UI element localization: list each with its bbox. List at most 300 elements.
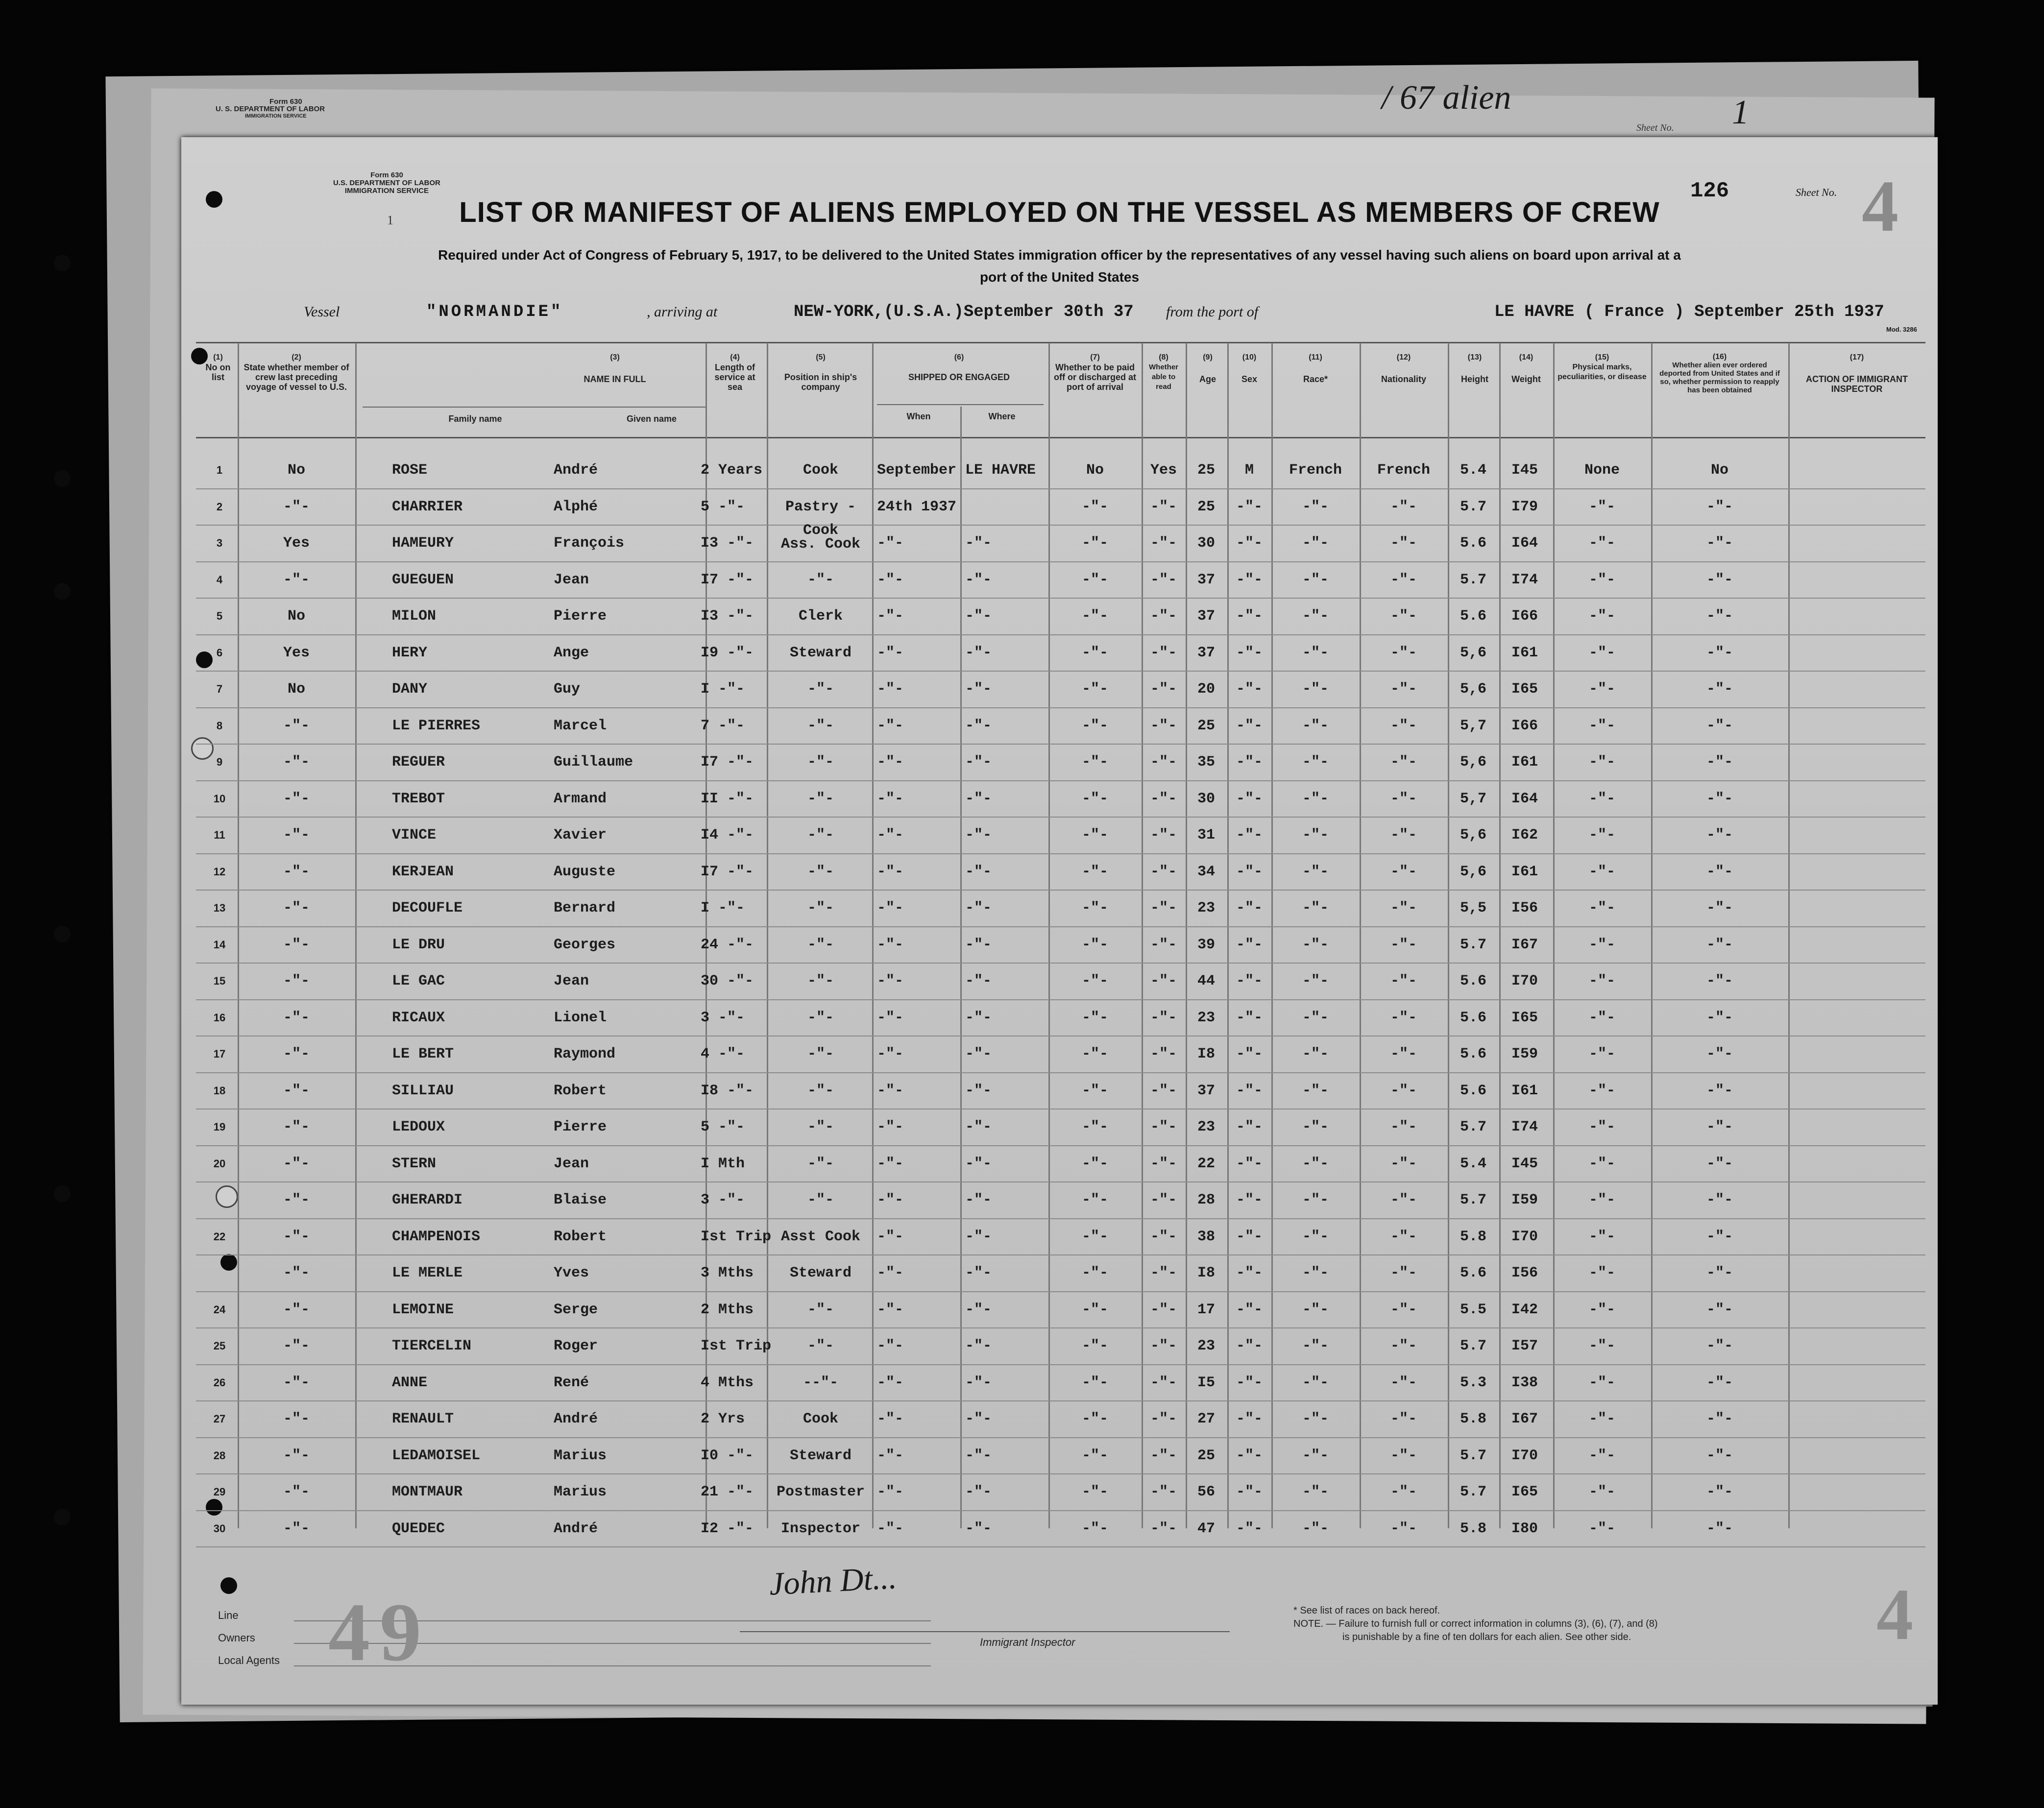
cell-no: 7 <box>216 683 223 695</box>
col-divider <box>872 343 874 1528</box>
cell-read: -"- <box>1150 1119 1177 1135</box>
row-rule <box>196 999 1925 1000</box>
owners-label: Owners <box>218 1632 255 1644</box>
cell-family: KERJEAN <box>392 863 454 880</box>
cell-prev: No <box>287 462 306 479</box>
cell-sex: -"- <box>1236 1046 1263 1062</box>
cell-family: STERN <box>392 1155 437 1172</box>
col-header-action: (17) ACTION OF IMMIGRANT INSPECTOR <box>1806 353 1908 394</box>
cell-race: -"- <box>1302 1374 1329 1391</box>
cell-read: -"- <box>1150 644 1177 661</box>
cell-nat: -"- <box>1390 1119 1417 1135</box>
note-penalty: NOTE. — Failure to furnish full or correct information in columns (3), (6), (7), and (8) <box>1293 1618 1658 1629</box>
cell-no: 24 <box>213 1303 226 1316</box>
cell-deported: -"- <box>1706 1265 1733 1281</box>
inspector-label: Immigrant Inspector <box>980 1636 1075 1648</box>
cell-position: -"- <box>807 754 834 771</box>
cell-no: 6 <box>216 646 223 659</box>
cell-weight: I59 <box>1511 1046 1538 1062</box>
cell-where: -"- <box>965 790 992 807</box>
cell-length: 24 -"- <box>701 936 754 953</box>
cell-no: 14 <box>213 938 226 951</box>
cell-read: -"- <box>1150 1411 1177 1427</box>
cell-no: 28 <box>213 1449 226 1462</box>
mod-number: Mod. 3286 <box>1886 326 1917 333</box>
cell-paid: -"- <box>1081 1265 1109 1281</box>
cell-sex: -"- <box>1236 1009 1263 1026</box>
cell-where: -"- <box>965 608 992 625</box>
cell-given: René <box>554 1374 589 1391</box>
cell-nat: -"- <box>1390 1484 1417 1500</box>
cell-weight: I79 <box>1511 498 1538 515</box>
cell-nat: -"- <box>1390 1192 1417 1208</box>
cell-race: -"- <box>1302 754 1329 771</box>
cell-length: 2 Years <box>701 462 763 479</box>
cell-weight: I42 <box>1511 1301 1538 1318</box>
cell-where: -"- <box>965 1228 992 1245</box>
cell-given: Marius <box>554 1447 607 1464</box>
cell-paid: -"- <box>1081 863 1109 880</box>
cell-position: Cook <box>803 462 839 479</box>
cell-age: 37 <box>1197 608 1216 625</box>
cell-paid: -"- <box>1081 936 1109 953</box>
cell-prev: -"- <box>283 717 310 734</box>
cell-family: LEDAMOISEL <box>392 1447 481 1464</box>
cell-race: -"- <box>1302 1009 1329 1026</box>
cell-paid: -"- <box>1081 1301 1109 1318</box>
cell-height: 5.6 <box>1460 535 1487 552</box>
cell-prev: -"- <box>283 1046 310 1062</box>
cell-paid: -"- <box>1081 717 1109 734</box>
cell-nat: -"- <box>1390 1411 1417 1427</box>
footer-labels <box>218 1604 280 1672</box>
cell-prev: -"- <box>283 1374 310 1391</box>
row-rule <box>196 1072 1925 1073</box>
cell-nat: -"- <box>1390 1228 1417 1245</box>
cell-read: -"- <box>1150 1009 1177 1026</box>
cell-weight: I64 <box>1511 535 1538 552</box>
cell-deported: -"- <box>1706 608 1733 625</box>
cell-where: -"- <box>965 1046 992 1062</box>
cell-weight: I67 <box>1511 936 1538 953</box>
col-subheader-given: Given name <box>626 414 677 424</box>
cell-deported: -"- <box>1706 1228 1733 1245</box>
cell-sex: -"- <box>1236 1411 1263 1427</box>
cell-given: Serge <box>554 1301 598 1318</box>
cell-race: -"- <box>1302 790 1329 807</box>
cell-length: 2 Mths <box>701 1301 754 1318</box>
cell-family: GUEGUEN <box>392 571 454 588</box>
cell-weight: I66 <box>1511 608 1538 625</box>
cell-weight: I70 <box>1511 973 1538 989</box>
cell-prev: -"- <box>283 754 310 771</box>
cell-paid: No <box>1086 462 1104 479</box>
right-mark: 4 <box>1876 1574 1913 1655</box>
row-rule <box>196 1181 1925 1182</box>
cell-where: -"- <box>965 1301 992 1318</box>
cell-read: -"- <box>1150 1082 1177 1099</box>
cell-race: -"- <box>1302 973 1329 989</box>
cell-length: I -"- <box>701 681 745 698</box>
cell-given: Guy <box>554 681 581 698</box>
cell-when: 24th 1937 <box>877 498 957 515</box>
cell-deported: -"- <box>1706 1338 1733 1354</box>
cell-nat: -"- <box>1390 571 1417 588</box>
cell-length: I7 -"- <box>701 754 754 771</box>
cell-height: 5.5 <box>1460 1301 1487 1318</box>
cell-family: CHARRIER <box>392 498 463 515</box>
cell-age: 39 <box>1197 936 1216 953</box>
cell-prev: -"- <box>283 827 310 844</box>
form-mark: 1 <box>387 213 393 227</box>
cell-age: I8 <box>1197 1265 1216 1281</box>
col-subheader-when: When <box>906 411 931 421</box>
cell-sex: -"- <box>1236 1192 1263 1208</box>
cell-age: I5 <box>1197 1374 1216 1391</box>
cell-read: -"- <box>1150 790 1177 807</box>
cell-prev: -"- <box>283 1265 310 1281</box>
cell-family: QUEDEC <box>392 1520 445 1537</box>
cell-paid: -"- <box>1081 1009 1109 1026</box>
cell-paid: -"- <box>1081 1374 1109 1391</box>
cell-marks: -"- <box>1588 571 1616 588</box>
cell-race: -"- <box>1302 1484 1329 1500</box>
cell-length: I4 -"- <box>701 827 754 844</box>
col-header-sex: (10) Sex <box>1241 353 1258 384</box>
cell-prev: -"- <box>283 1228 310 1245</box>
name-subrule <box>363 407 706 408</box>
cell-height: 5.7 <box>1460 1338 1487 1354</box>
punch-hole <box>220 1254 237 1271</box>
col-divider <box>1788 343 1790 1528</box>
cell-when: -"- <box>877 717 904 734</box>
cell-race: -"- <box>1302 1338 1329 1354</box>
cell-family: VINCE <box>392 827 437 844</box>
cell-deported: -"- <box>1706 498 1733 515</box>
cell-when: -"- <box>877 535 904 552</box>
cell-sex: -"- <box>1236 827 1263 844</box>
cell-position: -"- <box>807 900 834 916</box>
cell-when: -"- <box>877 863 904 880</box>
cell-age: 25 <box>1197 498 1216 515</box>
row-rule <box>196 963 1925 964</box>
cell-age: 56 <box>1197 1484 1216 1500</box>
cell-nat: -"- <box>1390 1009 1417 1026</box>
local-agents-label: Local Agents <box>218 1654 280 1666</box>
cell-sex: -"- <box>1236 1484 1263 1500</box>
cell-paid: -"- <box>1081 644 1109 661</box>
row-rule <box>196 853 1925 854</box>
cell-sex: -"- <box>1236 973 1263 989</box>
form-dept: U.S. DEPARTMENT OF LABOR <box>333 179 440 187</box>
cell-length: I2 -"- <box>701 1520 754 1537</box>
cell-length: I7 -"- <box>701 863 754 880</box>
cell-where: -"- <box>965 717 992 734</box>
cell-family: TREBOT <box>392 790 445 807</box>
cell-position: Inspector <box>780 1520 861 1537</box>
cell-when: -"- <box>877 1192 904 1208</box>
cell-marks: -"- <box>1588 1192 1616 1208</box>
cell-nat: -"- <box>1390 644 1417 661</box>
cell-height: 5.4 <box>1460 1155 1487 1172</box>
cell-family: LEDOUX <box>392 1119 445 1135</box>
cell-sex: -"- <box>1236 1520 1263 1537</box>
cell-height: 5,6 <box>1460 644 1487 661</box>
cell-when: -"- <box>877 900 904 916</box>
cell-family: ROSE <box>392 462 428 479</box>
cell-prev: -"- <box>283 1411 310 1427</box>
row-rule <box>196 598 1925 599</box>
cell-marks: -"- <box>1588 1155 1616 1172</box>
cell-family: REGUER <box>392 754 445 771</box>
cell-age: 25 <box>1197 462 1216 479</box>
cell-length: 5 -"- <box>701 498 745 515</box>
page-title: LIST OR MANIFEST OF ALIENS EMPLOYED ON THE VESSEL AS MEMBERS OF CREW <box>459 196 1660 228</box>
binder-hole <box>54 583 71 600</box>
cell-position-secondary: Ass. Cook <box>780 536 861 553</box>
cell-read: -"- <box>1150 936 1177 953</box>
cell-race: French <box>1289 462 1342 479</box>
cell-where: -"- <box>965 1447 992 1464</box>
cell-no: 22 <box>213 1230 226 1243</box>
cell-where: -"- <box>965 1374 992 1391</box>
cell-marks: -"- <box>1588 900 1616 916</box>
col-header-age: (9) Age <box>1199 353 1216 384</box>
cell-read: -"- <box>1150 571 1177 588</box>
cell-weight: I61 <box>1511 1082 1538 1099</box>
cell-deported: -"- <box>1706 1374 1733 1391</box>
cell-marks: -"- <box>1588 863 1616 880</box>
cell-deported: No <box>1710 462 1729 479</box>
cell-deported: -"- <box>1706 1192 1733 1208</box>
cell-family: TIERCELIN <box>392 1338 472 1354</box>
cell-length: I3 -"- <box>701 535 754 552</box>
cell-length: 4 -"- <box>701 1046 745 1062</box>
cell-given: Marcel <box>554 717 607 734</box>
cell-race: -"- <box>1302 535 1329 552</box>
signature-rule <box>740 1631 1230 1632</box>
cell-where: -"- <box>965 535 992 552</box>
cell-family: MILON <box>392 608 437 625</box>
cell-age: 37 <box>1197 644 1216 661</box>
cell-family: MONTMAUR <box>392 1484 463 1500</box>
cell-nat: -"- <box>1390 535 1417 552</box>
cell-position: -"- <box>807 717 834 734</box>
cell-family: LEMOINE <box>392 1301 454 1318</box>
cell-no: 10 <box>213 792 226 805</box>
cell-no: 5 <box>216 610 223 622</box>
cell-race: -"- <box>1302 1411 1329 1427</box>
cell-weight: I64 <box>1511 790 1538 807</box>
cell-given: Yves <box>554 1265 589 1281</box>
cell-sex: -"- <box>1236 535 1263 552</box>
cell-position: -"- <box>807 1082 834 1099</box>
cell-position: -"- <box>807 790 834 807</box>
binder-hole <box>54 255 71 271</box>
cell-prev: No <box>287 681 306 698</box>
cell-race: -"- <box>1302 498 1329 515</box>
cell-paid: -"- <box>1081 498 1109 515</box>
col-header-physical-marks: (15) Physical marks, peculiarities, or disease <box>1557 353 1647 381</box>
cell-race: -"- <box>1302 1082 1329 1099</box>
cell-prev: -"- <box>283 1009 310 1026</box>
cell-age: 22 <box>1197 1155 1216 1172</box>
arriving-at: NEW-YORK,(U.S.A.)September 30th 37 <box>794 303 1134 321</box>
cell-position: -"- <box>807 1046 834 1062</box>
cell-weight: I65 <box>1511 681 1538 698</box>
cell-marks: -"- <box>1588 1082 1616 1099</box>
cell-when: -"- <box>877 827 904 844</box>
cell-where: -"- <box>965 571 992 588</box>
cell-deported: -"- <box>1706 571 1733 588</box>
cell-when: -"- <box>877 1082 904 1099</box>
footer-notes <box>1293 1604 1658 1644</box>
cell-length: 7 -"- <box>701 717 745 734</box>
col-header-read: (8) Whether able to read <box>1149 353 1178 391</box>
cell-read: -"- <box>1150 1447 1177 1464</box>
cell-family: SILLIAU <box>392 1082 454 1099</box>
cell-deported: -"- <box>1706 790 1733 807</box>
cell-given: François <box>554 535 625 552</box>
cell-no: 4 <box>216 573 223 586</box>
cell-paid: -"- <box>1081 973 1109 989</box>
cell-given: André <box>554 1520 598 1537</box>
row-rule <box>196 1327 1925 1328</box>
cell-read: -"- <box>1150 608 1177 625</box>
cell-nat: -"- <box>1390 973 1417 989</box>
col-header-weight: (14) Weight <box>1511 353 1541 384</box>
cell-given: Georges <box>554 936 616 953</box>
row-rule <box>196 488 1925 489</box>
sheet-label: Sheet No. <box>1796 186 1837 198</box>
cell-given: Bernard <box>554 900 616 916</box>
cell-nat: -"- <box>1390 681 1417 698</box>
cell-sex: -"- <box>1236 571 1263 588</box>
cell-weight: I61 <box>1511 863 1538 880</box>
cell-given: Alphé <box>554 498 598 515</box>
cell-height: 5.6 <box>1460 1046 1487 1062</box>
cell-sex: -"- <box>1236 644 1263 661</box>
cell-no: 2 <box>216 500 223 513</box>
cell-race: -"- <box>1302 1265 1329 1281</box>
cell-age: 23 <box>1197 1009 1216 1026</box>
reinforcement-ring <box>191 737 214 760</box>
cell-sex: -"- <box>1236 717 1263 734</box>
cell-read: -"- <box>1150 827 1177 844</box>
cell-nat: -"- <box>1390 717 1417 734</box>
cell-deported: -"- <box>1706 717 1733 734</box>
cell-position: Steward <box>789 1447 852 1464</box>
cell-position: -"- <box>807 827 834 844</box>
cell-length: 4 Mths <box>701 1374 754 1391</box>
cell-read: -"- <box>1150 1265 1177 1281</box>
cell-given: Jean <box>554 973 589 989</box>
cell-family: DANY <box>392 681 428 698</box>
cell-where: -"- <box>965 936 992 953</box>
row-rule <box>196 671 1925 672</box>
cell-weight: I56 <box>1511 900 1538 916</box>
arriving-label: , arriving at <box>647 304 718 320</box>
cell-deported: -"- <box>1706 1046 1733 1062</box>
cell-nat: -"- <box>1390 1447 1417 1464</box>
cell-race: -"- <box>1302 1192 1329 1208</box>
cell-height: 5,6 <box>1460 863 1487 880</box>
cell-prev: -"- <box>283 973 310 989</box>
cell-given: Ange <box>554 644 589 661</box>
cell-given: Roger <box>554 1338 598 1354</box>
cell-where: -"- <box>965 754 992 771</box>
cell-race: -"- <box>1302 1301 1329 1318</box>
cell-prev: -"- <box>283 900 310 916</box>
cell-no: 12 <box>213 865 226 878</box>
cell-deported: -"- <box>1706 973 1733 989</box>
vessel-label: Vessel <box>304 304 340 320</box>
cell-family: RENAULT <box>392 1411 454 1427</box>
cell-marks: -"- <box>1588 1374 1616 1391</box>
cell-read: -"- <box>1150 1228 1177 1245</box>
cell-read: Yes <box>1150 462 1177 479</box>
cell-given: Lionel <box>554 1009 607 1026</box>
binder-hole <box>54 470 71 487</box>
cell-height: 5.7 <box>1460 936 1487 953</box>
cell-weight: I65 <box>1511 1009 1538 1026</box>
cell-weight: I62 <box>1511 827 1538 844</box>
col-header-length: (4) Length of service at sea <box>714 353 755 392</box>
cell-no: 8 <box>216 719 223 732</box>
cell-race: -"- <box>1302 681 1329 698</box>
cell-race: -"- <box>1302 571 1329 588</box>
cell-sex: -"- <box>1236 608 1263 625</box>
cell-read: -"- <box>1150 1484 1177 1500</box>
cell-when: -"- <box>877 1447 904 1464</box>
cell-sex: -"- <box>1236 1155 1263 1172</box>
cell-nat: -"- <box>1390 1046 1417 1062</box>
cell-weight: I66 <box>1511 717 1538 734</box>
cell-weight: I80 <box>1511 1520 1538 1537</box>
cell-sex: -"- <box>1236 900 1263 916</box>
cell-paid: -"- <box>1081 535 1109 552</box>
cell-nat: -"- <box>1390 936 1417 953</box>
cell-nat: -"- <box>1390 1520 1417 1537</box>
col-header-nationality: (12) Nationality <box>1381 353 1426 384</box>
cell-age: 35 <box>1197 754 1216 771</box>
cell-read: -"- <box>1150 1046 1177 1062</box>
cell-sex: -"- <box>1236 790 1263 807</box>
cell-age: 37 <box>1197 1082 1216 1099</box>
cell-deported: -"- <box>1706 900 1733 916</box>
cell-nat: French <box>1377 462 1431 479</box>
col-header-paid-off: (7) Whether to be paid off or discharged at port of arrival <box>1053 353 1137 392</box>
row-rule <box>196 1546 1925 1547</box>
cell-sex: -"- <box>1236 1119 1263 1135</box>
cell-paid: -"- <box>1081 790 1109 807</box>
cell-length: 30 -"- <box>701 973 754 989</box>
cell-prev: -"- <box>283 1119 310 1135</box>
cell-family: LE DRU <box>392 936 445 953</box>
cell-no: 26 <box>213 1376 226 1389</box>
note-races: * See list of races on back hereof. <box>1293 1605 1440 1616</box>
cell-length: I Mth <box>701 1155 745 1172</box>
cell-given: Jean <box>554 571 589 588</box>
vessel-line <box>304 304 1921 328</box>
inspector-signature: John Dt... <box>768 1560 898 1602</box>
cell-given: Pierre <box>554 1119 607 1135</box>
cell-sex: -"- <box>1236 1265 1263 1281</box>
binder-hole <box>54 926 71 942</box>
row-rule <box>196 1036 1925 1037</box>
cell-paid: -"- <box>1081 900 1109 916</box>
cell-height: 5.8 <box>1460 1228 1487 1245</box>
